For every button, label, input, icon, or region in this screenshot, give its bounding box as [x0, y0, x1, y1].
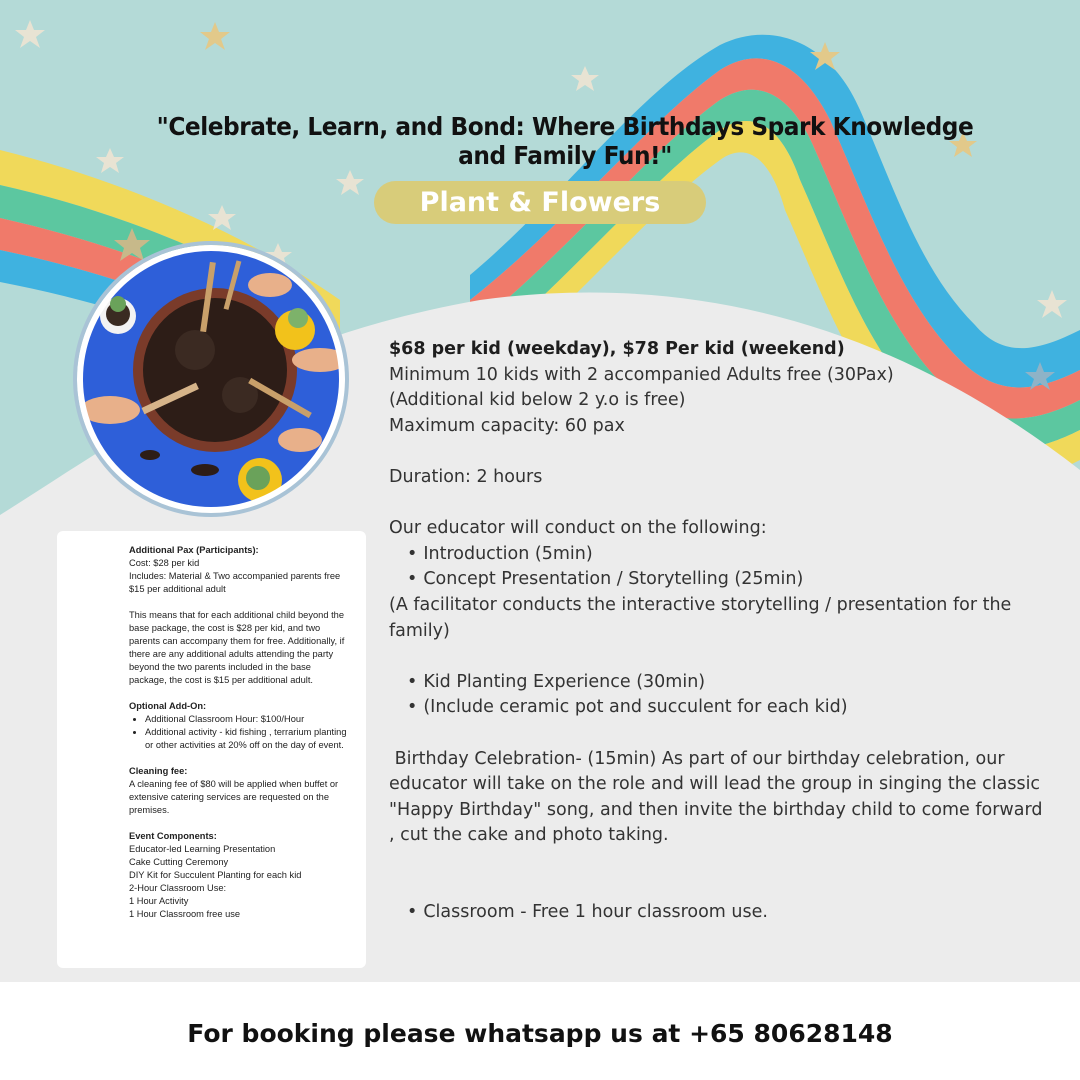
components-heading: Event Components:: [129, 831, 217, 841]
bullet-classroom: [389, 900, 1049, 926]
package-title-pill: [374, 181, 706, 224]
bullet-concept: [389, 567, 1049, 593]
pax-includes: Includes: Material & Two accompanied parents free: [129, 571, 341, 581]
capacity-line: Maximum capacity: 60 pax: [389, 415, 625, 436]
educator-intro-line: Our educator will conduct on the following:: [389, 518, 767, 539]
bullet-planting: [389, 670, 1049, 696]
bullet-include: [389, 695, 1049, 721]
pax-heading: Additional Pax (Participants):: [129, 545, 259, 555]
package-details: [389, 337, 1049, 926]
minimum-line: Minimum 10 kids with 2 accompanied Adults free (30Pax): [389, 364, 894, 385]
info-card-content: [129, 544, 349, 921]
cleaning-heading: Cleaning fee:: [129, 766, 188, 776]
addon-item: • Additional activity - kid fishing , terrarium planting or other activities at 20% off on the day of event.: [145, 726, 349, 752]
pax-cost: Cost: $28 per kid: [129, 558, 200, 568]
addon-item: • Additional Classroom Hour: $100/Hour: [145, 713, 349, 726]
celebration-paragraph: Birthday Celebration- (15min) As part of our birthday celebration, our educator will take on the role and will lead the group in singing the classic "Happy Birthday" song, and then invite the birthday child to come forward , cut the cake and photo taking.: [389, 748, 1049, 846]
additional-free-line: (Additional kid below 2 y.o is free): [389, 390, 686, 411]
bullet-planting-text: Kid Planting Experience (30min): [423, 671, 706, 692]
headline-quote: "Celebrate, Learn, and Bond: Where Birthdays Spark Knowledge and Family Fun!": [156, 112, 974, 170]
bullet-include-text: (Include ceramic pot and succulent for each kid): [423, 697, 848, 718]
cleaning-text: A cleaning fee of $80 will be applied when buffet or extensive catering services are requested on the premises.: [129, 779, 339, 815]
addon-heading: Optional Add-On:: [129, 701, 207, 711]
component-item: DIY Kit for Succulent Planting for each kid: [129, 870, 302, 880]
pax-explanation: This means that for each additional child beyond the base package, the cost is $28 per kid, and two parents can accompany them for free. Additionally, if there are any additional adults attending the party beyond the two parents included in the base package, the cost is $15 per additional adult.: [129, 610, 345, 685]
info-card: [57, 531, 366, 968]
component-item: Educator-led Learning Presentation: [129, 844, 276, 854]
bullet-introduction-text: Introduction (5min): [423, 543, 593, 564]
component-item: 1 Hour Activity: [129, 896, 189, 906]
price-line: $68 per kid (weekday), $78 Per kid (weekend): [389, 339, 845, 359]
pax-adult: $15 per additional adult: [129, 584, 226, 594]
package-title: Plant & Flowers: [419, 187, 661, 218]
bullet-concept-text: Concept Presentation / Storytelling (25min): [423, 569, 804, 590]
bullet-classroom-text: Classroom - Free 1 hour classroom use.: [423, 902, 768, 923]
component-item: 2-Hour Classroom Use:: [129, 883, 227, 893]
component-item: Cake Cutting Ceremony: [129, 857, 229, 867]
component-item: 1 Hour Classroom free use: [129, 909, 241, 919]
facilitator-note: (A facilitator conducts the interactive storytelling / presentation for the family): [389, 594, 1012, 641]
addon-list: [129, 713, 349, 752]
booking-contact: For booking please whatsapp us at +65 80628148: [187, 1019, 893, 1048]
duration-line: Duration: 2 hours: [389, 466, 543, 487]
bullet-introduction: [389, 542, 1049, 568]
